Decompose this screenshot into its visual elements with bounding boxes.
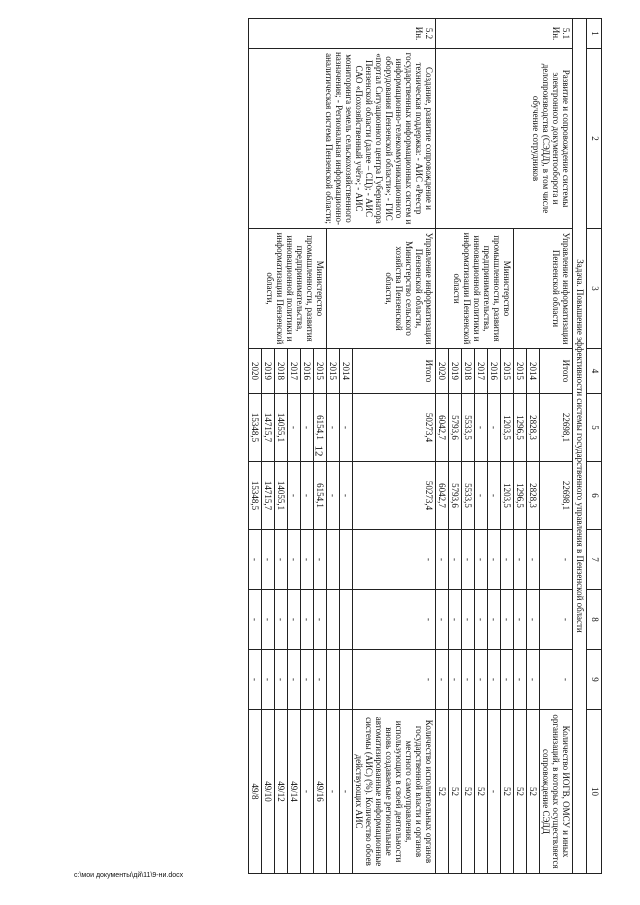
year-cell: 2018: [275, 349, 288, 394]
row-executor: Управление информатизации Пензенской области: [514, 229, 573, 349]
value-cell: -: [488, 462, 501, 530]
value-cell: 52: [449, 710, 462, 874]
value-cell: -: [501, 530, 514, 590]
value-cell: -: [327, 710, 340, 874]
value-cell: -: [275, 650, 288, 710]
task-title: Задача. Повышение эффективности системы государственного управления в Пензенской области: [573, 19, 587, 874]
value-cell: -: [488, 394, 501, 462]
value-cell: -: [249, 530, 262, 590]
value-cell: 5793,6: [449, 394, 462, 462]
value-cell: 15348,5: [249, 394, 262, 462]
value-cell: 6042,7: [436, 394, 449, 462]
value-cell: -: [340, 394, 353, 462]
value-cell: -: [501, 590, 514, 650]
total-cell: 22698,1: [540, 462, 573, 530]
row-executor: Министерство промышленности, развития предпринимательства, инновационной политики и информатизации Пензенской области,: [249, 229, 327, 349]
value-cell: 49/16: [314, 710, 327, 874]
value-cell: [340, 530, 353, 590]
value-cell: -: [475, 462, 488, 530]
col-header: 10: [587, 710, 602, 874]
value-cell: 14715,7: [262, 462, 275, 530]
value-cell: -: [449, 530, 462, 590]
value-cell: -: [301, 394, 314, 462]
year-cell: 2019: [449, 349, 462, 394]
value-cell: -: [288, 650, 301, 710]
value-cell: 52: [527, 710, 540, 874]
value-cell: 6154,1: [314, 394, 327, 462]
value-cell: -: [514, 650, 527, 710]
year-cell: 2015: [514, 349, 527, 394]
total-cell: -: [540, 650, 573, 710]
rotated-table: [102, 18, 602, 873]
col-header: 4: [587, 349, 602, 394]
value-cell: -: [275, 590, 288, 650]
value-cell: -: [301, 650, 314, 710]
row-executor: Министерство промышленности, развития предпринимательства, инновационной политики и информатизации Пензенской области: [436, 229, 514, 349]
total-cell: -: [540, 590, 573, 650]
value-cell: 1203,5: [501, 394, 514, 462]
row-description: Развитие и сопровождение системы электронного документооборота и делопроизводства (СЭДД), в том числе обучение сотрудников: [436, 49, 573, 229]
col-header: 7: [587, 530, 602, 590]
value-cell: -: [301, 710, 314, 874]
total-cell: Количество исполнительных органов государственной власти и органов местного самоуправления, использующих в своей деятельности вновь создаваемые региональные автоматизированные информационные системы (АИС) (%). Количество обоев действующих АИС: [353, 710, 436, 874]
row-number: 5.1 Ин.: [436, 19, 573, 49]
value-cell: 5533,5: [462, 394, 475, 462]
value-cell: -: [327, 394, 340, 462]
value-cell: -: [301, 462, 314, 530]
year-cell: 2017: [288, 349, 301, 394]
value-cell: -: [475, 590, 488, 650]
value-cell: [327, 590, 340, 650]
value-cell: -: [462, 590, 475, 650]
program-table: [248, 18, 602, 874]
total-cell: 50273,4: [353, 462, 436, 530]
total-cell: -: [353, 530, 436, 590]
value-cell: -: [475, 530, 488, 590]
value-cell: 6042,7: [436, 462, 449, 530]
year-cell: 2016: [301, 349, 314, 394]
year-cell: 2015: [327, 349, 340, 394]
total-cell: 22698,1: [540, 394, 573, 462]
value-cell: -: [288, 462, 301, 530]
value-cell: 5533,5: [462, 462, 475, 530]
value-cell: 49/8: [249, 710, 262, 874]
table-row: [353, 19, 436, 874]
value-cell: -: [488, 530, 501, 590]
value-cell: -: [527, 530, 540, 590]
value-cell: -: [501, 650, 514, 710]
value-cell: 14715,7: [262, 394, 275, 462]
value-cell: -: [288, 530, 301, 590]
total-cell: 50273,4: [353, 394, 436, 462]
value-cell: -: [301, 590, 314, 650]
year-cell: 2014: [340, 349, 353, 394]
row-executor: Управление информатизации Пензенской области, Министерство сельского хозяйства Пензенской области,: [327, 229, 436, 349]
value-cell: 52: [475, 710, 488, 874]
value-cell: -: [436, 530, 449, 590]
value-cell: 15348,5: [249, 462, 262, 530]
footer-path: с:\мои документы\дй\11\9-ни.docx: [74, 872, 184, 879]
header-row: [587, 19, 602, 874]
page-number: 12: [312, 445, 325, 457]
col-header: 5: [587, 394, 602, 462]
value-cell: -: [449, 590, 462, 650]
value-cell: 49/14: [288, 710, 301, 874]
value-cell: 14055,1: [275, 394, 288, 462]
row-number: 5.2 Ин.: [249, 19, 436, 49]
value-cell: -: [249, 650, 262, 710]
year-cell: 2015: [314, 349, 327, 394]
value-cell: 5793,6: [449, 462, 462, 530]
col-header: 6: [587, 462, 602, 530]
year-cell: 2020: [249, 349, 262, 394]
value-cell: 52: [436, 710, 449, 874]
value-cell: -: [314, 530, 327, 590]
value-cell: -: [514, 590, 527, 650]
value-cell: [327, 530, 340, 590]
total-label: Итого: [540, 349, 573, 394]
value-cell: [327, 650, 340, 710]
value-cell: -: [262, 590, 275, 650]
value-cell: -: [449, 650, 462, 710]
col-header: 3: [587, 229, 602, 349]
year-cell: 2015: [501, 349, 514, 394]
value-cell: 49/12: [275, 710, 288, 874]
year-cell: 2014: [527, 349, 540, 394]
year-cell: 2016: [488, 349, 501, 394]
value-cell: -: [488, 650, 501, 710]
value-cell: -: [340, 462, 353, 530]
value-cell: -: [301, 530, 314, 590]
year-cell: 2019: [262, 349, 275, 394]
value-cell: -: [262, 530, 275, 590]
value-cell: -: [327, 462, 340, 530]
value-cell: [340, 650, 353, 710]
col-header: 1: [587, 19, 602, 49]
total-label: Итого: [353, 349, 436, 394]
value-cell: -: [275, 530, 288, 590]
table-row: [540, 19, 573, 874]
value-cell: -: [314, 590, 327, 650]
row-description: Создание, развитие сопровождение и техническая поддержка: - АИС «Реестр государственных информационных систем и информационно-телекоммуникационного оборудования Пензенской области»; - ГИС «портал Ситуационного центра Губернатора Пензенской области (далее – СЦ); - АИС САО «Похозяйственный учёт»; - АИС мониторинга земель сельскохозяйственного назначения; - Региональная информационно-аналитическая система Пензенской области;: [249, 49, 436, 229]
value-cell: 1296,5: [514, 462, 527, 530]
value-cell: -: [288, 590, 301, 650]
col-header: 2: [587, 49, 602, 229]
value-cell: -: [249, 590, 262, 650]
year-cell: 2020: [436, 349, 449, 394]
col-header: 8: [587, 590, 602, 650]
value-cell: 52: [501, 710, 514, 874]
value-cell: -: [340, 710, 353, 874]
value-cell: -: [462, 650, 475, 710]
total-cell: -: [540, 530, 573, 590]
value-cell: -: [262, 650, 275, 710]
value-cell: -: [488, 710, 501, 874]
total-cell: Количество ИОГВ, ОМСУ и иных организаций, в которых осуществляется сопровождение СЭДД: [540, 710, 573, 874]
value-cell: 1203,5: [501, 462, 514, 530]
year-cell: 2017: [475, 349, 488, 394]
value-cell: 52: [514, 710, 527, 874]
value-cell: -: [436, 650, 449, 710]
value-cell: -: [527, 650, 540, 710]
value-cell: -: [514, 530, 527, 590]
value-cell: -: [475, 394, 488, 462]
value-cell: [340, 590, 353, 650]
value-cell: -: [462, 530, 475, 590]
value-cell: 49/10: [262, 710, 275, 874]
value-cell: -: [314, 650, 327, 710]
total-cell: -: [353, 590, 436, 650]
value-cell: -: [436, 590, 449, 650]
value-cell: 6154,1: [314, 462, 327, 530]
value-cell: -: [527, 590, 540, 650]
value-cell: 14055,1: [275, 462, 288, 530]
col-header: 9: [587, 650, 602, 710]
total-cell: -: [353, 650, 436, 710]
value-cell: 52: [462, 710, 475, 874]
value-cell: -: [488, 590, 501, 650]
value-cell: 2828,3: [527, 394, 540, 462]
year-cell: 2018: [462, 349, 475, 394]
value-cell: 1296,5: [514, 394, 527, 462]
value-cell: -: [288, 394, 301, 462]
task-row: [573, 19, 587, 874]
value-cell: -: [475, 650, 488, 710]
value-cell: 2828,3: [527, 462, 540, 530]
